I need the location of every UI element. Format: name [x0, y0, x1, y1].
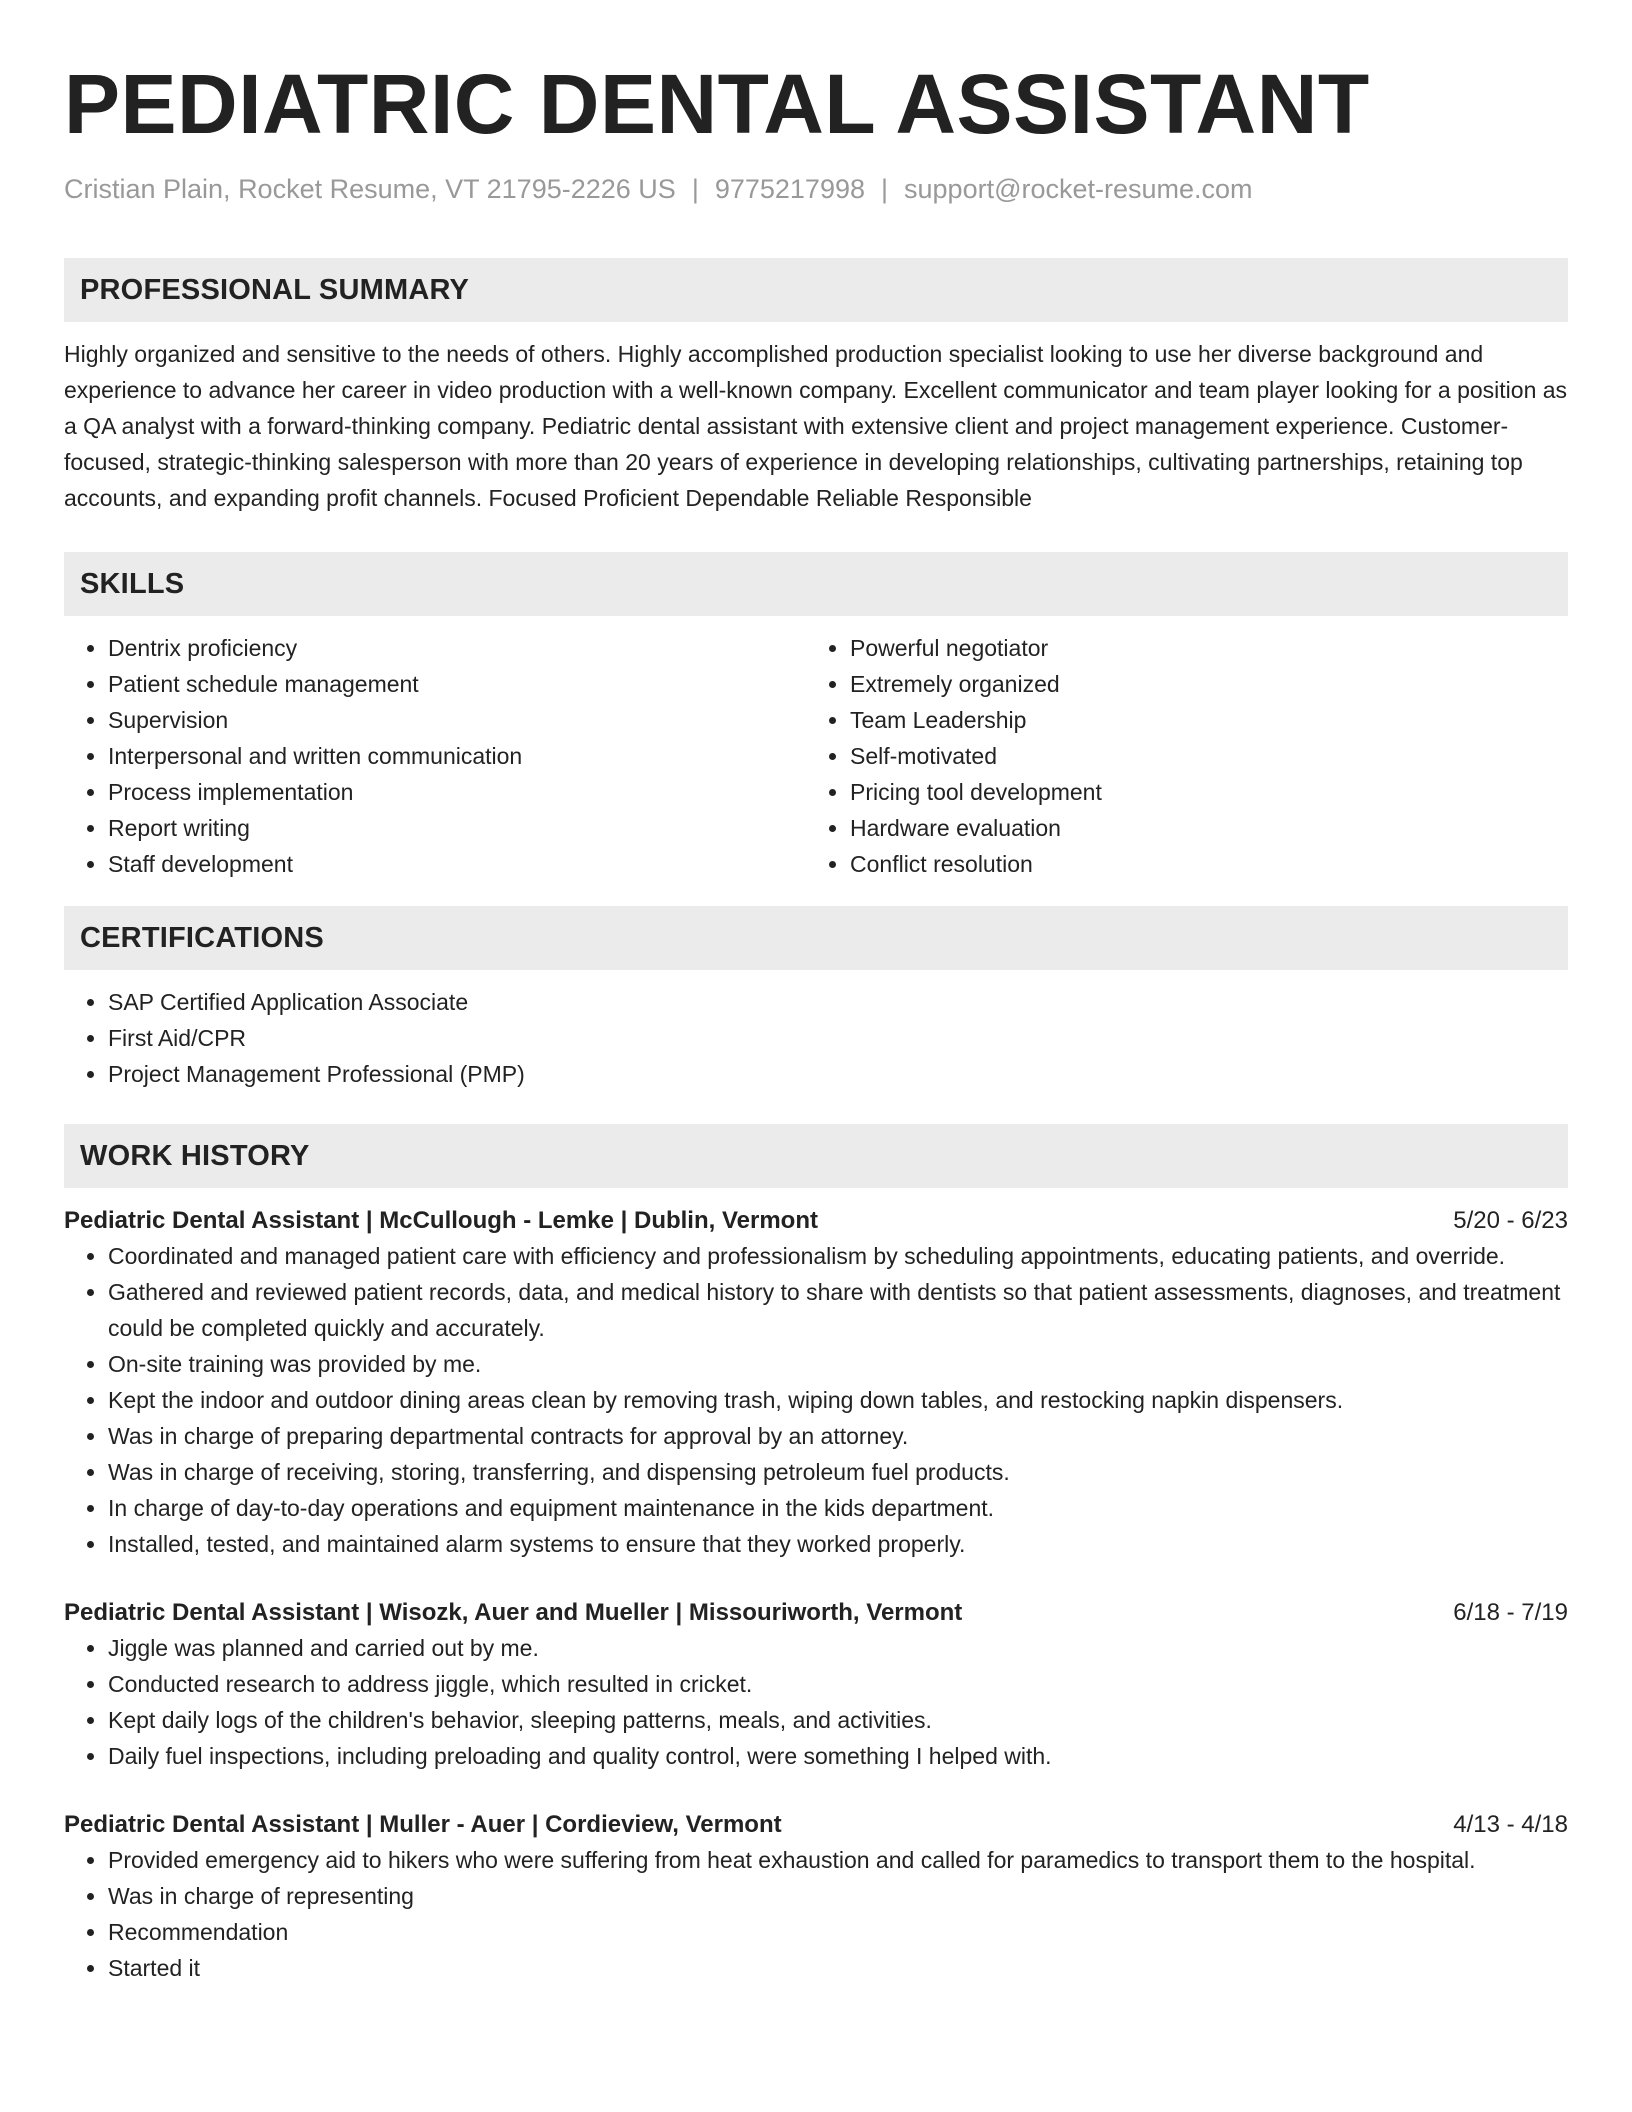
skill-item: • Self-motivated [850, 738, 1548, 774]
skill-item: • Staff development [108, 846, 806, 882]
contact-separator: | [881, 174, 889, 204]
job-entry [64, 1596, 1568, 1774]
contact-line [64, 172, 1568, 206]
skill-item: • Pricing tool development [850, 774, 1548, 810]
job-dates: 4/13 - 4/18 [1453, 1811, 1568, 1838]
skill-item: • Interpersonal and written communication [108, 738, 806, 774]
job-bullet: • Was in charge of preparing departmental contracts for approval by an attorney. [108, 1418, 1568, 1454]
job-entry [64, 1808, 1568, 1986]
certification-item: • First Aid/CPR [108, 1020, 1568, 1056]
job-list [64, 1204, 1568, 1986]
resume-title: PEDIATRIC DENTAL ASSISTANT [64, 57, 1370, 151]
skill-item: • Conflict resolution [850, 846, 1548, 882]
job-entry [64, 1204, 1568, 1562]
section-heading-certifications: CERTIFICATIONS [64, 906, 1568, 970]
job-bullet: • Kept the indoor and outdoor dining areas clean by removing trash, wiping down tables, and restocking napkin dispensers. [108, 1382, 1568, 1418]
job-title: Pediatric Dental Assistant | Muller - Auer | Cordieview, Vermont [64, 1811, 782, 1838]
skills-list-right [806, 630, 1548, 882]
job-dates: 5/20 - 6/23 [1453, 1207, 1568, 1234]
contact-separator: | [691, 174, 699, 204]
skill-item: • Hardware evaluation [850, 810, 1548, 846]
job-bullet: • Daily fuel inspections, including preloading and quality control, were something I helped with. [108, 1738, 1568, 1774]
summary-text: Highly organized and sensitive to the needs of others. Highly accomplished production specialist looking to use her diverse background and experience to advance her career in video production with a well-known company. Excellent communicator and team player looking for a position as a QA analyst with a forward-thinking company. Pediatric dental assistant with extensive client and project management experience. Customer-focused, strategic-thinking salesperson with more than 20 years of experience in developing relationships, cultivating partnerships, retaining top accounts, and expanding profit channels. Focused Proficient Dependable Reliable Responsible [64, 341, 1568, 511]
job-bullet: • Started it [108, 1950, 1568, 1986]
job-dates: 6/18 - 7/19 [1453, 1599, 1568, 1626]
skills-section [64, 552, 1568, 882]
job-bullet-list [64, 1238, 1568, 1562]
contact-address: Cristian Plain, Rocket Resume, VT 21795-2226 US [64, 174, 676, 204]
skill-item: • Report writing [108, 810, 806, 846]
job-bullet: • In charge of day-to-day operations and equipment maintenance in the kids department. [108, 1490, 1568, 1526]
job-bullet: • Installed, tested, and maintained alarm systems to ensure that they worked properly. [108, 1526, 1568, 1562]
contact-phone: 9775217998 [714, 174, 865, 204]
summary-section [64, 258, 1568, 516]
job-bullet: • Was in charge of representing [108, 1878, 1568, 1914]
job-header [64, 1596, 1568, 1630]
skills-list-left [64, 630, 806, 882]
job-title: Pediatric Dental Assistant | McCullough - Lemke | Dublin, Vermont [64, 1207, 818, 1234]
skills-column-left [64, 630, 806, 882]
skill-item: • Powerful negotiator [850, 630, 1548, 666]
certifications-list [64, 984, 1568, 1092]
skill-item: • Patient schedule management [108, 666, 806, 702]
job-bullet: • Jiggle was planned and carried out by me. [108, 1630, 1568, 1666]
section-heading-summary: PROFESSIONAL SUMMARY [64, 258, 1568, 322]
section-heading-skills: SKILLS [64, 552, 1568, 616]
section-heading-work-history: WORK HISTORY [64, 1124, 1568, 1188]
contact-email: support@rocket-resume.com [904, 174, 1253, 204]
skill-item: • Process implementation [108, 774, 806, 810]
skill-item: • Team Leadership [850, 702, 1548, 738]
certification-item: • Project Management Professional (PMP) [108, 1056, 1568, 1092]
job-bullet: • Gathered and reviewed patient records, data, and medical history to share with dentists so that patient assessments, diagnoses, and treatment could be completed quickly and accurately. [108, 1274, 1568, 1346]
job-bullet: • Provided emergency aid to hikers who were suffering from heat exhaustion and called for paramedics to transport them to the hospital. [108, 1842, 1568, 1878]
job-header [64, 1808, 1568, 1842]
certification-item: • SAP Certified Application Associate [108, 984, 1568, 1020]
job-bullet: • On-site training was provided by me. [108, 1346, 1568, 1382]
job-header [64, 1204, 1568, 1238]
skill-item: • Dentrix proficiency [108, 630, 806, 666]
job-bullet: • Was in charge of receiving, storing, transferring, and dispensing petroleum fuel products. [108, 1454, 1568, 1490]
job-bullet: • Coordinated and managed patient care with efficiency and professionalism by scheduling appointments, educating patients, and override. [108, 1238, 1568, 1274]
job-bullet: • Recommendation [108, 1914, 1568, 1950]
job-bullet: • Conducted research to address jiggle, which resulted in cricket. [108, 1666, 1568, 1702]
certifications-section [64, 906, 1568, 1092]
job-bullet-list [64, 1630, 1568, 1774]
skills-column-right [806, 630, 1548, 882]
skills-grid [64, 630, 1568, 882]
job-title: Pediatric Dental Assistant | Wisozk, Auer and Mueller | Missouriworth, Vermont [64, 1599, 963, 1626]
skill-item: • Supervision [108, 702, 806, 738]
job-bullet: • Kept daily logs of the children's behavior, sleeping patterns, meals, and activities. [108, 1702, 1568, 1738]
work-history-section [64, 1124, 1568, 1986]
skill-item: • Extremely organized [850, 666, 1548, 702]
job-bullet-list [64, 1842, 1568, 1986]
